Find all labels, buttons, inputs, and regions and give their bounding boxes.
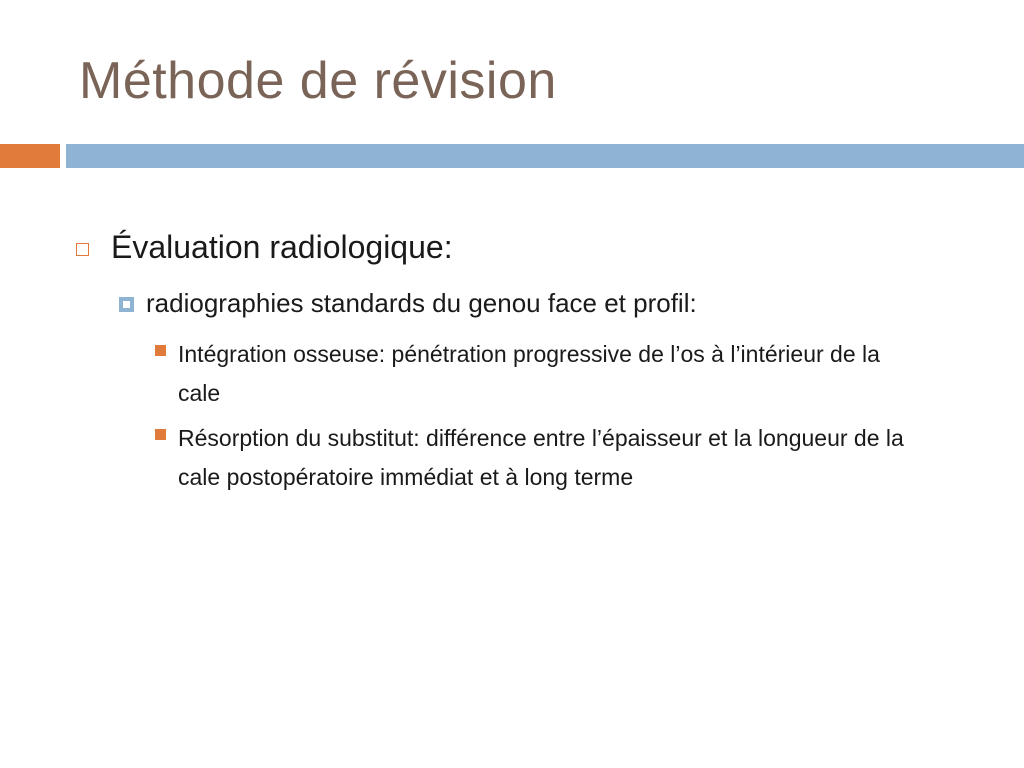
filled-square-bullet-icon — [155, 345, 166, 356]
bullet-level2-text: radiographies standards du genou face et profil: — [146, 288, 697, 318]
bullet-level1-text: Évaluation radiologique: — [111, 229, 453, 265]
bullet-level3-text: Résorption du substitut: différence entre l’épaisseur et la longueur de la cale postopératoire immédiat et à long terme — [178, 425, 904, 490]
bullet-level3-item — [155, 335, 915, 413]
bullet-level2 — [119, 287, 979, 321]
bullet-level3-item — [155, 419, 915, 497]
title-accent-bar-orange — [0, 144, 60, 168]
bullet-level1 — [76, 227, 976, 269]
filled-square-bullet-icon — [155, 429, 166, 440]
slide-title: Méthode de révision — [79, 52, 557, 110]
bullet-level3-text: Intégration osseuse: pénétration progressive de l’os à l’intérieur de la cale — [178, 341, 880, 406]
title-accent-bar-blue — [66, 144, 1024, 168]
framed-square-bullet-icon — [119, 297, 134, 312]
hollow-square-bullet-icon — [76, 243, 89, 256]
